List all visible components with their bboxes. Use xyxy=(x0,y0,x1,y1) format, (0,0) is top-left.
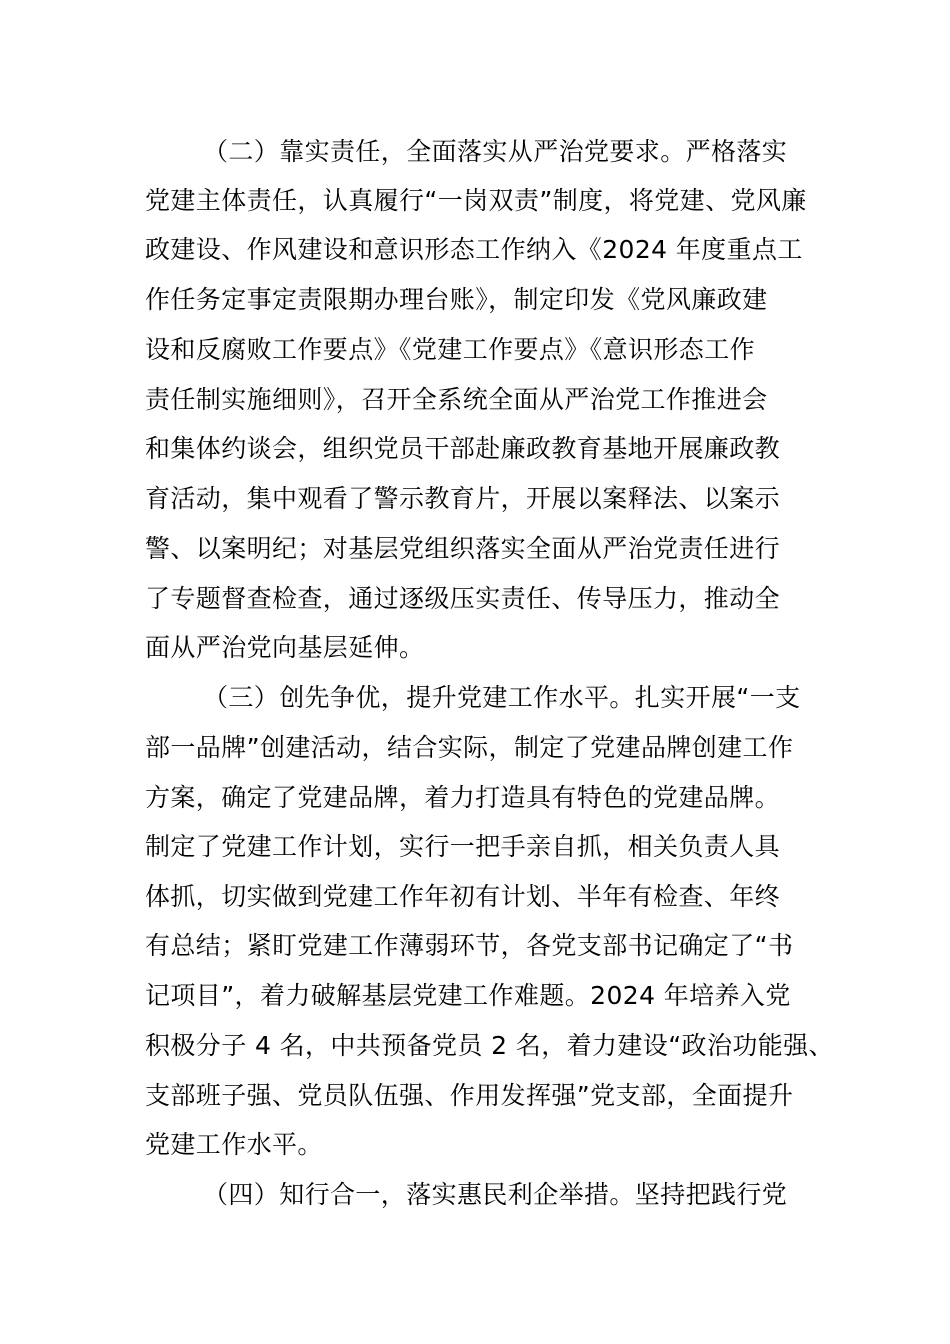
text-line: 方案，确定了党建品牌，着力打造具有特色的党建品牌。 xyxy=(145,783,781,812)
text-line: （三）创先争优，提升党建工作水平。扎实开展“一支 xyxy=(203,683,801,712)
text-line: 党建主体责任，认真履行“一岗双责”制度，将党建、党风廉 xyxy=(145,186,807,215)
text-line: 和集体约谈会，组织党员干部赴廉政教育基地开展廉政教 xyxy=(145,434,781,463)
text-line: 支部班子强、党员队伍强、作用发挥强”党支部，全面提升 xyxy=(145,1081,794,1110)
text-line: 政建设、作风建设和意识形态工作纳入《2024 年度重点工 xyxy=(145,235,803,264)
text-line: 体抓，切实做到党建工作年初有计划、半年有检查、年终 xyxy=(145,882,781,911)
text-line: 党建工作水平。 xyxy=(145,1130,323,1159)
text-line: 记项目”，着力破解基层党建工作难题。2024 年培养入党 xyxy=(145,981,791,1010)
text-line: 部一品牌”创建活动，结合实际，制定了党建品牌创建工作 xyxy=(145,733,794,762)
text-line: 制定了党建工作计划，实行一把手亲自抓，相关负责人具 xyxy=(145,832,781,861)
text-line: 责任制实施细则》，召开全系统全面从严治党工作推进会 xyxy=(145,385,768,414)
text-line: 了专题督查检查，通过逐级压实责任、传导压力，推动全 xyxy=(145,584,781,613)
text-line: 育活动，集中观看了警示教育片，开展以案释法、以案示 xyxy=(145,484,781,513)
text-line: 设和反腐败工作要点》《党建工作要点》《意识形态工作 xyxy=(145,335,756,364)
text-line: （四）知行合一，落实惠民利企举措。坚持把践行党 xyxy=(203,1180,788,1209)
text-line: 作任务定事定责限期办理台账》，制定印发《党风廉政建 xyxy=(145,285,768,314)
text-line: 面从严治党向基层延伸。 xyxy=(145,633,425,662)
text-line: 积极分子 4 名，中共预备党员 2 名，着力建设“政治功能强、 xyxy=(145,1031,834,1060)
text-line: 有总结；紧盯党建工作薄弱环节，各党支部书记确定了“书 xyxy=(145,931,794,960)
text-line: 警、以案明纪；对基层党组织落实全面从严治党责任进行 xyxy=(145,534,781,563)
text-line: （二）靠实责任，全面落实从严治党要求。严格落实 xyxy=(203,137,788,166)
